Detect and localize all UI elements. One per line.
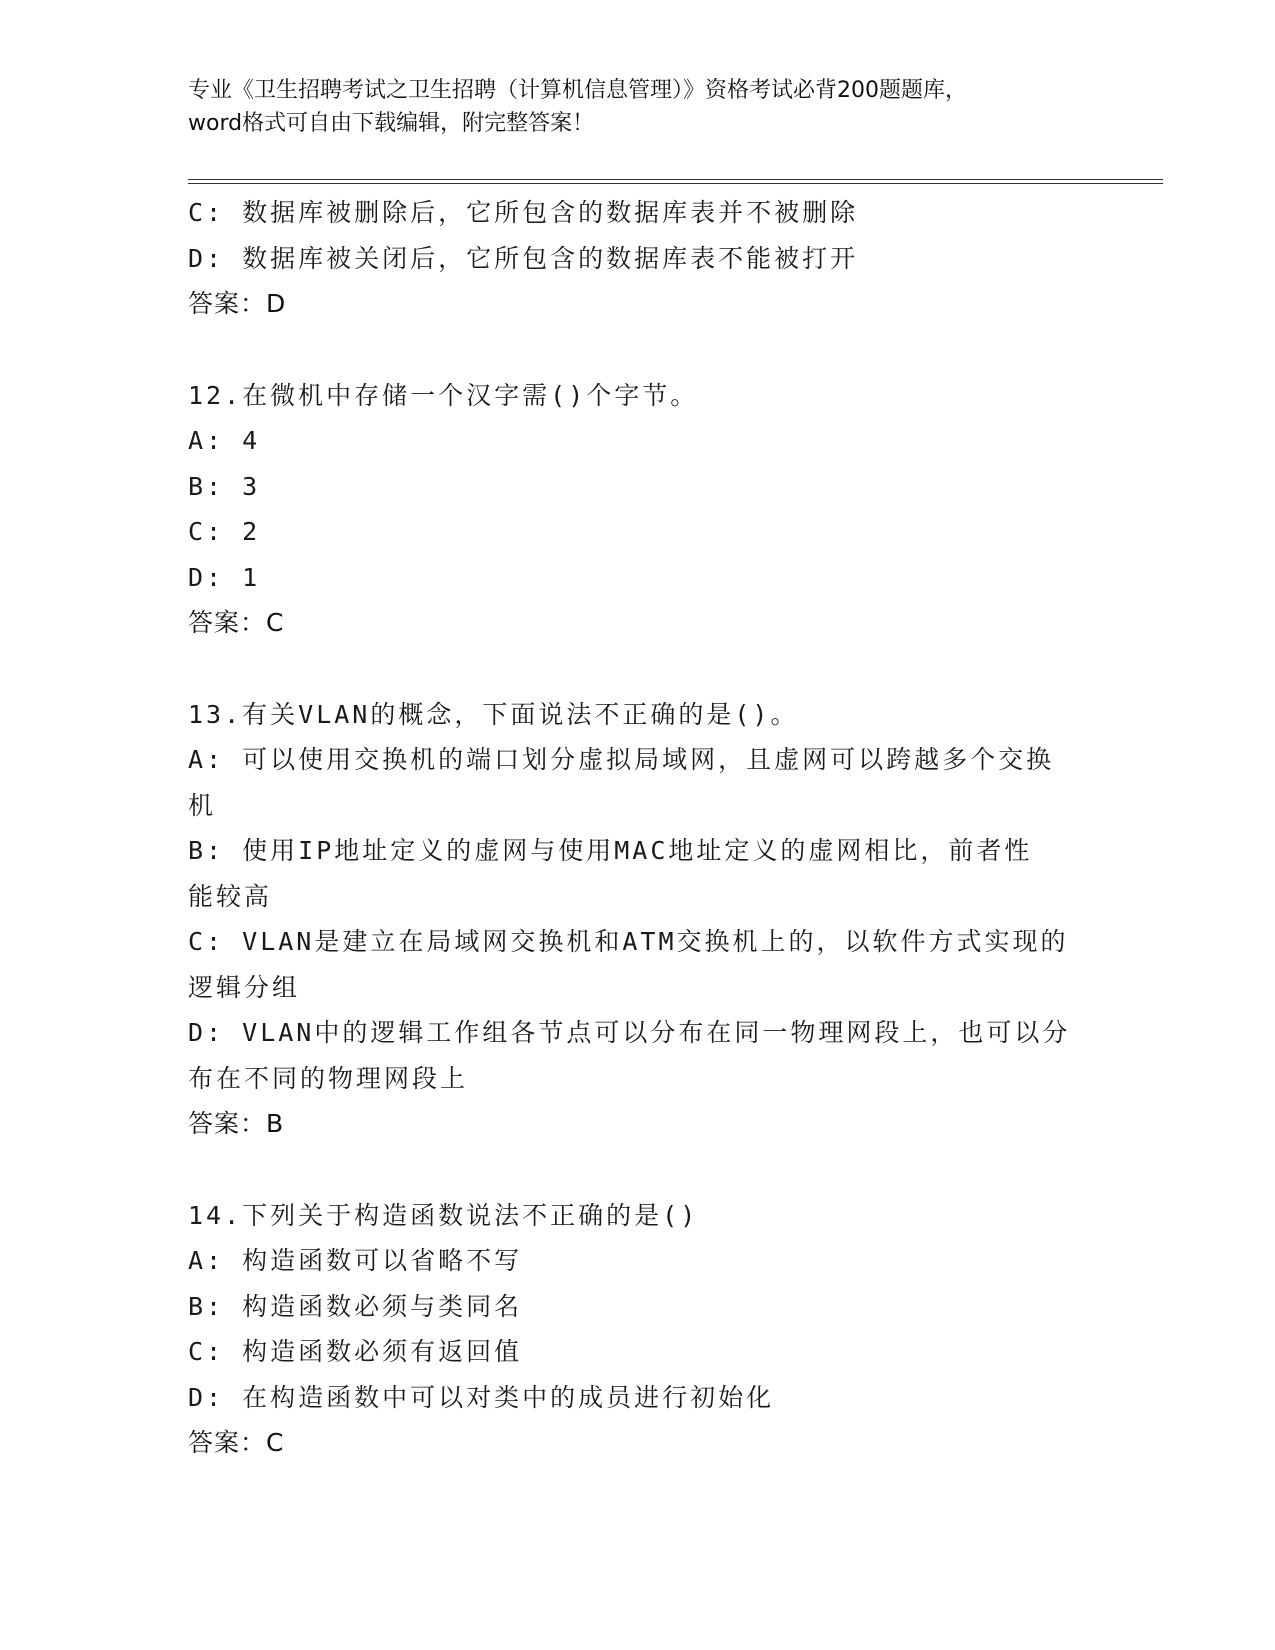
answer: 答案：C (188, 608, 285, 637)
answer: 答案：B (188, 1109, 285, 1138)
question-stem: 13.有关VLAN的概念，下面说法不正确的是()。 (188, 699, 799, 729)
option-a: A: 构造函数可以省略不写 (188, 1246, 523, 1275)
option-c: C: VLAN是建立在局域网交换机和ATM交换机上的，以软件方式实现的 (188, 927, 1069, 956)
option-b: B: 构造函数必须与类同名 (188, 1291, 523, 1321)
option-b: B: 使用IP地址定义的虚网与使用MAC地址定义的虚网相比，前者性 (188, 836, 1033, 865)
option-d: D: VLAN中的逻辑工作组各节点可以分布在同一物理网段上，也可以分 (188, 1018, 1071, 1047)
option-d-continued: 布在不同的物理网段上 (188, 1063, 469, 1093)
option-a: A: 4 (188, 426, 261, 455)
question-12 (188, 373, 1088, 646)
option-a: A: 可以使用交换机的端口划分虚拟局域网，且虚网可以跨越多个交换 (188, 745, 1055, 774)
spacer (188, 1147, 1088, 1193)
answer: 答案：D (188, 289, 287, 318)
option-c: C: 2 (188, 517, 261, 546)
question-body (188, 190, 1088, 1466)
answer: 答案：C (188, 1428, 285, 1457)
header-divider-bottom (188, 183, 1163, 184)
question-13 (188, 692, 1088, 1147)
header-title-line-2: word格式可自由下载编辑，附完整答案！ (188, 111, 595, 136)
spacer (188, 646, 1088, 692)
question-11-tail (188, 190, 1088, 327)
option-a-continued: 机 (188, 790, 217, 820)
option-d: D: 数据库被关闭后，它所包含的数据库表不能被打开 (188, 243, 859, 273)
spacer (188, 327, 1088, 373)
option-c-continued: 逻辑分组 (188, 972, 301, 1002)
option-d: D: 1 (188, 562, 261, 592)
option-d: D: 在构造函数中可以对类中的成员进行初始化 (188, 1382, 775, 1412)
option-c: C: 数据库被删除后，它所包含的数据库表并不被删除 (188, 198, 859, 227)
option-b: B: 3 (188, 471, 261, 501)
option-b-continued: 能较高 (188, 881, 273, 911)
header-title-line-1: 专业《卫生招聘考试之卫生招聘（计算机信息管理）》资格考试必背200题题库， (188, 78, 967, 103)
question-14 (188, 1193, 1088, 1466)
option-c: C: 构造函数必须有返回值 (188, 1337, 523, 1366)
page-header (188, 74, 1088, 140)
question-stem: 12.在微机中存储一个汉字需()个字节。 (188, 380, 699, 410)
question-stem: 14.下列关于构造函数说法不正确的是() (188, 1200, 699, 1230)
header-divider-top (188, 179, 1163, 180)
